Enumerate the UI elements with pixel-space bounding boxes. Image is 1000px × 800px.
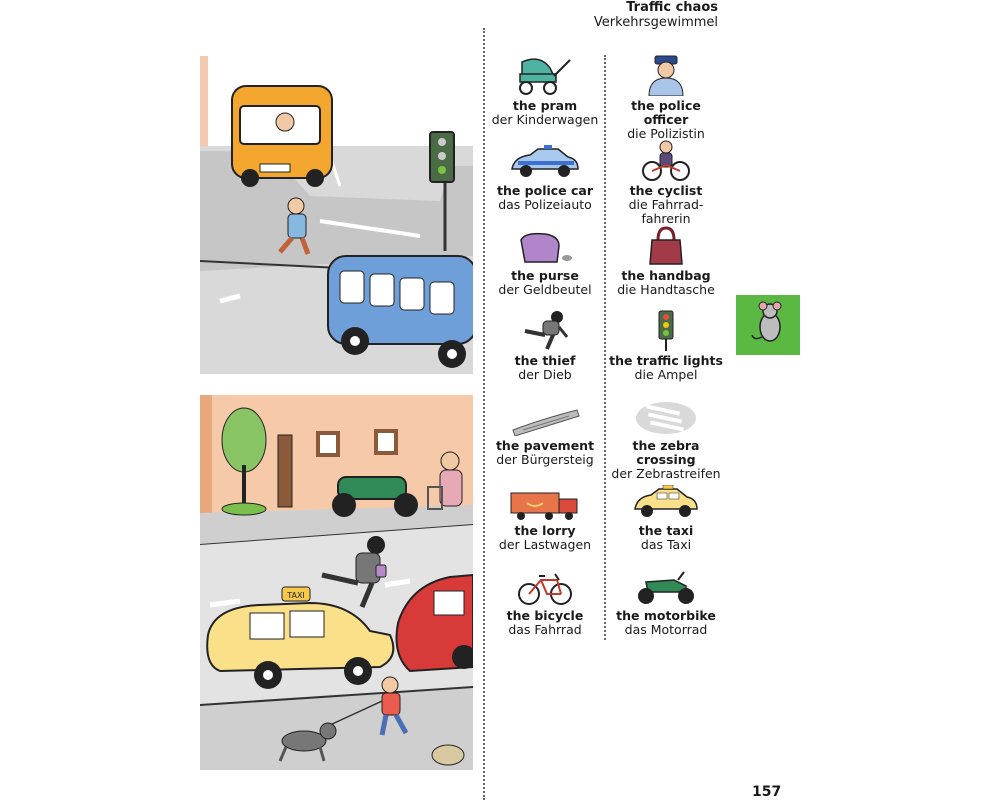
taxi-icon xyxy=(607,477,725,521)
bus-orange-illustration xyxy=(232,86,332,187)
vocab-english: the thief xyxy=(514,353,576,368)
vocab-german: der Dieb xyxy=(518,367,572,382)
police-officer-icon xyxy=(607,52,725,96)
vocab-item xyxy=(486,137,604,212)
vocab-item xyxy=(486,477,604,552)
vocab-item xyxy=(486,392,604,467)
vocab-german: die Handtasche xyxy=(617,282,715,297)
vocab-english: the taxi xyxy=(638,523,694,538)
vocab-english: the police officer xyxy=(631,98,701,127)
vocab-item xyxy=(486,52,604,127)
vocab-german: der Zebrastreifen xyxy=(611,466,721,481)
basket-illustration xyxy=(432,745,464,765)
vocab-item xyxy=(607,477,725,552)
vocab-english: the purse xyxy=(511,268,579,283)
vocab-english: the bicycle xyxy=(506,608,584,623)
title-english: Traffic chaos xyxy=(626,0,718,15)
page-header xyxy=(594,0,718,30)
vocab-german: das Motorrad xyxy=(624,622,708,637)
vocab-german: das Polizeiauto xyxy=(498,197,592,212)
vocab-english: the cyclist xyxy=(629,183,703,198)
vocab-english: the motorbike xyxy=(616,608,716,623)
traffic-lights-illustration xyxy=(430,132,454,182)
vocab-german: der Kinderwagen xyxy=(491,112,599,127)
vocab-english: the lorry xyxy=(514,523,576,538)
vocab-english: the police car xyxy=(496,183,594,198)
vocab-german: der Bürgersteig xyxy=(496,452,594,467)
street-illustration-top xyxy=(200,56,473,374)
vocab-item xyxy=(486,562,604,637)
divider-main xyxy=(483,28,485,800)
vocab-item xyxy=(607,307,725,382)
bicycle-icon xyxy=(486,562,604,606)
vocab-english: the traffic lights xyxy=(609,353,723,368)
street-illustration-bottom xyxy=(200,395,473,770)
traffic-lights-icon xyxy=(607,307,725,351)
vocab-german: die Ampel xyxy=(634,367,698,382)
police-car-icon xyxy=(486,137,604,181)
pavement-icon xyxy=(486,392,604,436)
page-number: 157 xyxy=(752,784,782,800)
vocab-german: die Polizistin xyxy=(627,126,705,141)
lorry-icon xyxy=(486,477,604,521)
purse-icon xyxy=(486,222,604,266)
vocab-english: the handbag xyxy=(621,268,711,283)
vocab-english: the zebra crossing xyxy=(632,438,700,467)
cyclist-icon xyxy=(607,137,725,181)
vocab-german: die Fahrrad-fahrerin xyxy=(628,197,704,226)
vocab-german: das Fahrrad xyxy=(508,622,582,637)
vocab-english: the pram xyxy=(512,98,578,113)
vocab-item xyxy=(607,222,725,297)
pram-icon xyxy=(486,52,604,96)
mouse-icon xyxy=(748,301,788,349)
thief-icon xyxy=(486,307,604,351)
vocab-german: das Taxi xyxy=(640,537,692,552)
vocab-german: der Geldbeutel xyxy=(498,282,592,297)
motorbike-icon xyxy=(607,562,725,606)
handbag-icon xyxy=(607,222,725,266)
vocab-item xyxy=(486,222,604,297)
vocab-english: the pavement xyxy=(495,438,595,453)
section-tab xyxy=(736,295,800,355)
taxi-sign-text: TAXI xyxy=(287,591,305,600)
vocab-item xyxy=(486,307,604,382)
divider-columns xyxy=(604,55,606,640)
zebra-crossing-icon xyxy=(607,392,725,436)
vocab-item xyxy=(607,52,725,141)
vocab-german: der Lastwagen xyxy=(498,537,592,552)
title-german: Verkehrsgewimmel xyxy=(593,15,718,30)
vocab-item xyxy=(607,562,725,637)
vocab-item xyxy=(607,137,725,226)
vocab-item xyxy=(607,392,725,481)
